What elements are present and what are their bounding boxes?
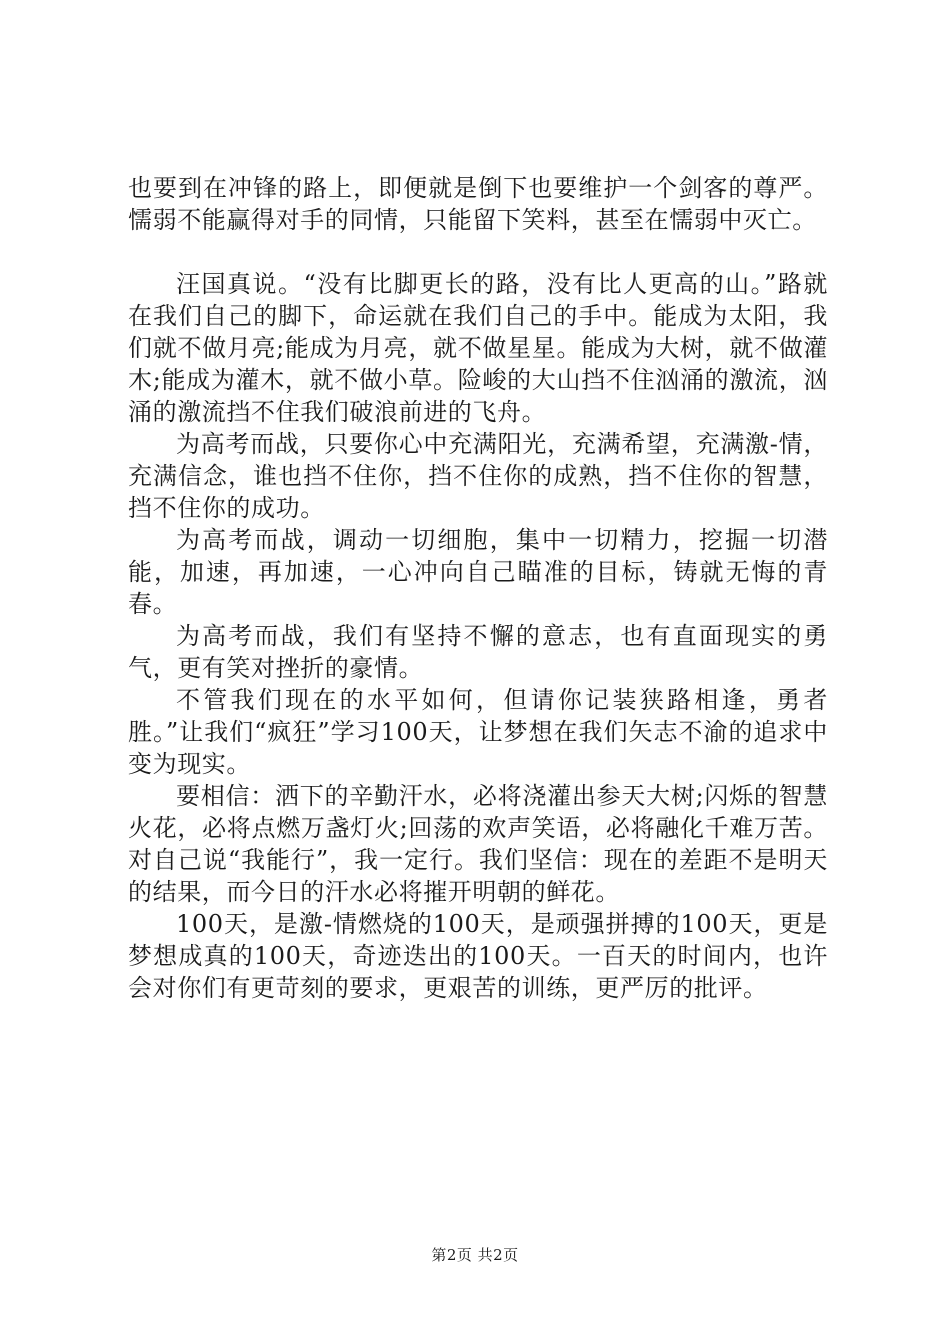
paragraph-3: 为高考而战，只要你心中充满阳光，充满希望，充满激-情，充满信念，谁也挡不住你，挡不住你的成熟，挡不住你的智慧，挡不住你的成功。 [128,430,828,522]
paragraph-7: 要相信：洒下的辛勤汗水，必将浇灌出参天大树;闪烁的智慧火花，必将点燃万盏灯火;回荡的欢声笑语，必将融化千难万苦。对自己说“我能行”，我一定行。我们坚信：现在的差距不是明天的结果，而今日的汗水必将摧开明朝的鲜花。 [128,782,828,906]
paragraph-4: 为高考而战，调动一切细胞，集中一切精力，挖掘一切潜能，加速，再加速，一心冲向自己瞄准的目标，铸就无悔的青春。 [128,526,828,618]
paragraph-1: 也要到在冲锋的路上，即便就是倒下也要维护一个剑客的尊严。懦弱不能赢得对手的同情，只能留下笑料，甚至在懦弱中灭亡。 [128,174,828,234]
paragraph-6: 不管我们现在的水平如何，但请你记装狭路相逢，勇者胜。”让我们“疯狂”学习100天，让梦想在我们矢志不渝的追求中变为现实。 [128,686,828,778]
paragraph-2: 汪国真说。“没有比脚更长的路，没有比人更高的山。”路就在我们自己的脚下，命运就在我们自己的手中。能成为太阳，我们就不做月亮;能成为月亮，就不做星星。能成为大树，就不做灌木;能成为灌木，就不做小草。险峻的大山挡不住汹涌的激流，汹涌的激流挡不住我们破浪前进的飞舟。 [128,270,828,426]
page-number-footer: 第2页 共2页 [431,1246,519,1264]
paragraph-8: 100天，是激-情燃烧的100天，是顽强拼搏的100天，更是梦想成真的100天，奇迹迭出的100天。一百天的时间内，也许会对你们有更苛刻的要求，更艰苦的训练，更严厉的批评。 [128,910,828,1002]
paragraph-5: 为高考而战，我们有坚持不懈的意志，也有直面现实的勇气，更有笑对挫折的豪情。 [128,622,828,682]
document-body [128,172,828,1004]
